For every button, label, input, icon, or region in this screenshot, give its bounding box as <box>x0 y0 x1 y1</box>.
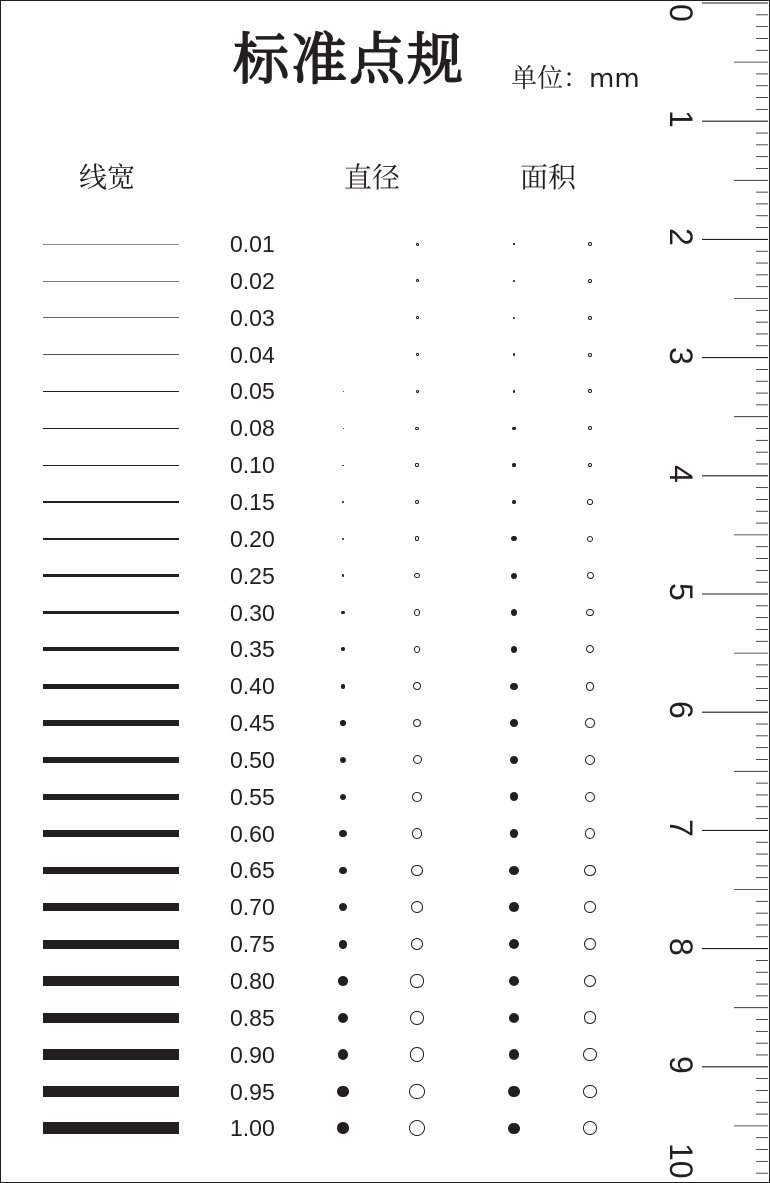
line-width-sample <box>43 903 179 911</box>
area-dot-outline <box>585 792 595 802</box>
area-dot-filled <box>510 792 519 801</box>
diameter-dot-outline <box>416 353 419 356</box>
line-width-sample <box>43 465 179 466</box>
diameter-dot-outline <box>415 536 420 541</box>
diameter-dot-filled <box>342 465 343 466</box>
line-width-sample <box>43 244 179 245</box>
area-dot-filled <box>510 756 518 764</box>
diameter-dot-filled <box>340 720 345 725</box>
area-dot-outline <box>585 755 595 765</box>
area-dot-outline <box>588 463 592 467</box>
size-value: 0.30 <box>230 599 275 626</box>
area-dot-filled <box>513 317 515 319</box>
diameter-dot-outline <box>410 974 423 987</box>
unit-label: 单位：mm <box>511 64 640 94</box>
diameter-dot-filled <box>341 611 345 615</box>
area-dot-filled <box>509 976 519 986</box>
gauge-row <box>1 300 661 337</box>
area-dot-outline <box>588 426 592 430</box>
diameter-dot-filled <box>340 757 346 763</box>
diameter-dot-outline <box>415 427 418 430</box>
line-width-sample <box>43 976 179 985</box>
gauge-row <box>1 337 661 374</box>
diameter-dot-filled <box>337 1122 349 1134</box>
area-dot-filled <box>509 1049 520 1060</box>
area-dot-outline <box>583 1121 597 1135</box>
line-width-sample <box>43 1013 179 1023</box>
area-dot-filled <box>509 902 519 912</box>
diameter-dot-filled <box>338 1049 349 1060</box>
area-dot-outline <box>583 1048 596 1061</box>
gauge-rows <box>1 1 661 1182</box>
gauge-row <box>1 926 661 963</box>
line-width-sample <box>43 830 179 837</box>
column-header-diameter: 直径 <box>344 161 401 194</box>
size-value: 0.95 <box>230 1078 275 1105</box>
gauge-row <box>1 852 661 889</box>
area-dot-outline <box>588 389 592 393</box>
size-value: 0.02 <box>230 267 275 294</box>
line-width-sample <box>43 684 179 689</box>
line-width-sample <box>43 354 179 355</box>
area-dot-filled <box>513 243 514 244</box>
area-dot-outline <box>587 536 593 542</box>
area-dot-filled <box>511 536 516 541</box>
gauge-row <box>1 1110 661 1147</box>
diameter-dot-outline <box>415 463 418 466</box>
gauge-row <box>1 558 661 595</box>
gauge-row <box>1 373 661 410</box>
area-dot-outline <box>585 828 596 839</box>
diameter-dot-outline <box>414 646 421 653</box>
column-header-area: 面积 <box>520 161 577 194</box>
diameter-dot-filled <box>339 830 346 837</box>
line-width-sample <box>43 281 179 282</box>
gauge-row <box>1 263 661 300</box>
size-value: 0.08 <box>230 415 275 442</box>
size-value: 0.75 <box>230 931 275 958</box>
line-width-sample <box>43 317 179 318</box>
area-dot-outline <box>586 609 594 617</box>
ruler-number: 5 <box>663 583 699 601</box>
size-value: 0.55 <box>230 783 275 810</box>
gauge-row <box>1 1000 661 1037</box>
diameter-dot-outline <box>415 500 419 504</box>
size-value: 0.05 <box>230 378 275 405</box>
area-dot-filled <box>509 866 518 875</box>
diameter-dot-outline <box>411 938 424 951</box>
ruler-number: 3 <box>663 346 699 365</box>
gauge-row <box>1 595 661 632</box>
area-dot-filled <box>510 719 518 727</box>
area-dot-outline <box>584 938 596 950</box>
area-dot-outline <box>587 499 592 504</box>
gauge-row <box>1 631 661 668</box>
size-value: 0.60 <box>230 820 275 847</box>
size-value: 0.70 <box>230 894 275 921</box>
area-dot-filled <box>508 1086 519 1097</box>
diameter-dot-outline <box>413 682 421 690</box>
diameter-dot-outline <box>416 279 419 282</box>
gauge-row <box>1 447 661 484</box>
line-width-sample <box>43 501 179 503</box>
line-width-sample <box>43 1049 179 1060</box>
diameter-dot-filled <box>341 684 346 689</box>
gauge-row <box>1 521 661 558</box>
area-dot-outline <box>583 1085 597 1099</box>
area-dot-outline <box>584 865 595 876</box>
area-dot-outline <box>588 316 592 320</box>
diameter-dot-filled <box>343 391 344 392</box>
ruler-number: 2 <box>663 228 699 247</box>
size-value: 0.20 <box>230 525 275 552</box>
diameter-dot-outline <box>416 243 419 246</box>
diameter-dot-filled <box>338 976 347 985</box>
line-width-sample <box>43 647 179 651</box>
gauge-row <box>1 889 661 926</box>
area-dot-filled <box>511 573 517 579</box>
ruler-number: 8 <box>663 937 699 956</box>
area-dot-filled <box>513 390 516 393</box>
gauge-row <box>1 742 661 779</box>
diameter-dot-outline <box>409 1084 424 1099</box>
diameter-dot-outline <box>412 828 422 838</box>
area-dot-filled <box>509 1013 520 1024</box>
diameter-dot-outline <box>412 792 422 802</box>
diameter-dot-outline <box>411 865 422 876</box>
line-width-sample <box>43 1086 179 1097</box>
size-value: 0.90 <box>230 1041 275 1068</box>
diameter-dot-outline <box>410 1047 425 1062</box>
line-width-sample <box>43 1122 179 1134</box>
diameter-dot-outline <box>413 755 422 764</box>
line-width-sample <box>43 428 179 429</box>
size-value: 1.00 <box>230 1115 275 1142</box>
gauge-row <box>1 668 661 705</box>
ruler-number: 7 <box>663 819 699 838</box>
line-width-sample <box>43 867 179 875</box>
size-value: 0.65 <box>230 857 275 884</box>
area-dot-filled <box>512 463 516 467</box>
ruler-number: 9 <box>663 1055 699 1074</box>
diameter-dot-outline <box>414 609 420 615</box>
diameter-dot-filled <box>339 867 347 875</box>
area-dot-filled <box>512 427 515 430</box>
diameter-dot-filled <box>342 538 344 540</box>
area-dot-outline <box>584 901 596 913</box>
diameter-dot-filled <box>342 501 344 503</box>
gauge-row <box>1 705 661 742</box>
size-value: 0.04 <box>230 341 275 368</box>
line-width-sample <box>43 611 179 615</box>
area-dot-filled <box>513 353 515 355</box>
diameter-dot-outline <box>411 901 423 913</box>
area-dot-outline <box>588 279 592 283</box>
diameter-dot-outline <box>413 719 421 727</box>
area-dot-filled <box>513 280 515 282</box>
gauge-row <box>1 410 661 447</box>
diameter-dot-filled <box>339 903 347 911</box>
area-dot-outline <box>587 572 594 579</box>
size-value: 0.01 <box>230 231 275 257</box>
size-value: 0.35 <box>230 636 275 663</box>
ruler-number: 10 <box>663 1143 699 1179</box>
line-width-sample <box>43 940 179 949</box>
area-dot-filled <box>510 683 517 690</box>
size-value: 0.15 <box>230 488 275 515</box>
gauge-row <box>1 963 661 1000</box>
ruler-number: 0 <box>663 4 699 22</box>
area-dot-filled <box>511 609 517 615</box>
ruler-number: 4 <box>663 464 699 483</box>
diameter-dot-outline <box>409 1120 425 1136</box>
size-value: 0.03 <box>230 304 275 331</box>
area-dot-filled <box>512 500 516 504</box>
diameter-dot-filled <box>338 1013 348 1023</box>
line-width-sample <box>43 757 179 763</box>
page-title: 标准点规 <box>233 28 465 93</box>
line-width-sample <box>43 574 179 577</box>
area-dot-filled <box>508 1123 520 1135</box>
diameter-dot-filled <box>340 794 346 800</box>
area-dot-outline <box>588 353 592 357</box>
area-dot-outline <box>586 682 595 691</box>
diameter-dot-outline <box>414 573 420 579</box>
diameter-dot-filled <box>342 574 345 577</box>
ruler-number: 1 <box>663 110 699 128</box>
gauge-row <box>1 226 661 263</box>
ruler-number: 6 <box>663 701 699 719</box>
line-width-sample <box>43 794 179 800</box>
diameter-dot-filled <box>341 647 345 651</box>
column-header-line-width: 线宽 <box>79 161 136 194</box>
diameter-dot-outline <box>410 1011 424 1025</box>
area-dot-outline <box>585 718 594 727</box>
diameter-dot-filled <box>339 940 348 949</box>
gauge-row <box>1 1074 661 1111</box>
size-value: 0.80 <box>230 968 275 994</box>
area-dot-outline <box>586 645 594 653</box>
size-value: 0.10 <box>230 452 275 479</box>
area-dot-filled <box>510 829 519 838</box>
diameter-dot-filled <box>343 428 344 429</box>
diameter-dot-outline <box>416 390 419 393</box>
size-value: 0.85 <box>230 1004 275 1031</box>
gauge-row <box>1 484 661 521</box>
size-value: 0.25 <box>230 562 275 589</box>
area-dot-filled <box>511 646 518 653</box>
size-value: 0.50 <box>230 746 275 773</box>
gauge-row <box>1 816 661 853</box>
area-dot-filled <box>509 939 519 949</box>
area-dot-outline <box>588 242 592 246</box>
gauge-row <box>1 1037 661 1074</box>
diameter-dot-outline <box>416 316 419 319</box>
line-width-sample <box>43 720 179 725</box>
area-dot-outline <box>584 975 597 988</box>
line-width-sample <box>43 538 179 540</box>
diameter-dot-filled <box>337 1086 348 1097</box>
size-value: 0.40 <box>230 673 275 700</box>
area-dot-outline <box>584 1011 597 1024</box>
size-value: 0.45 <box>230 710 275 737</box>
line-width-sample <box>43 391 179 392</box>
gauge-row <box>1 779 661 816</box>
